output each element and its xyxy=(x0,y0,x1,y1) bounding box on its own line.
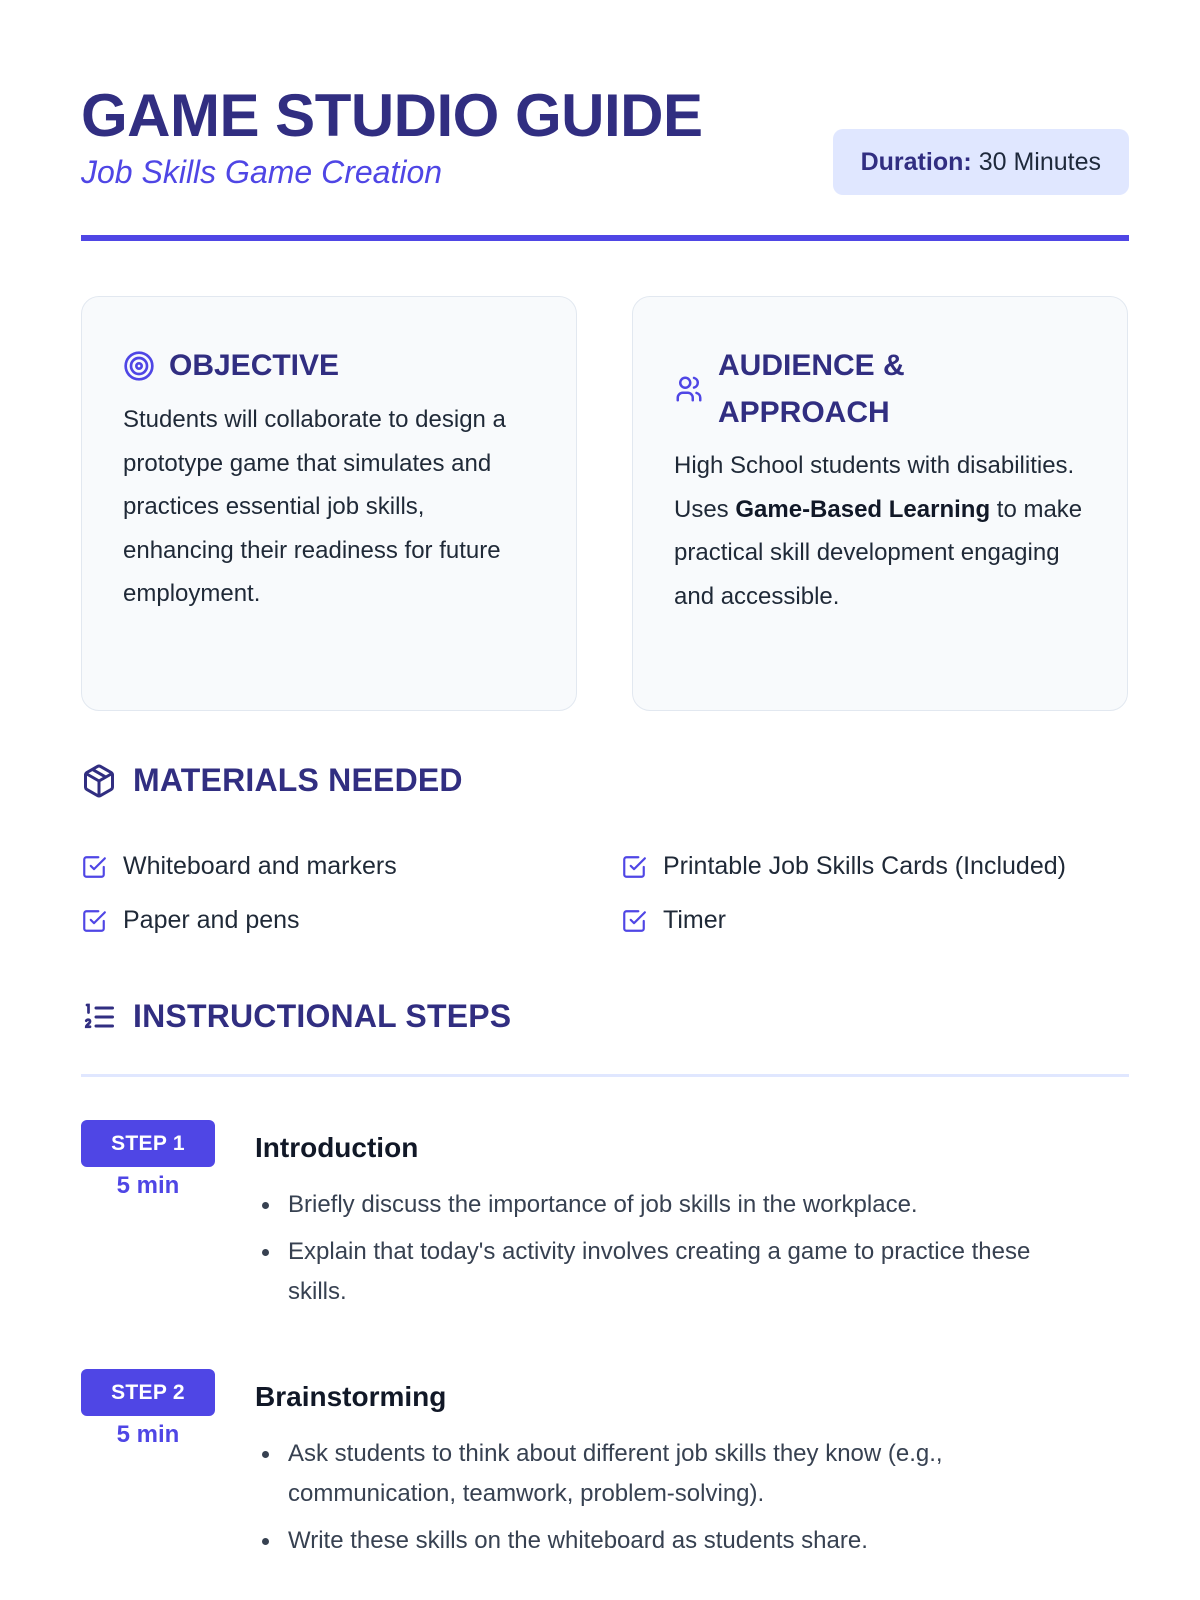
list-item: Briefly discuss the importance of job skills in the workplace. xyxy=(255,1185,1075,1225)
steps-title: INSTRUCTIONAL STEPS xyxy=(133,998,512,1034)
audience-title xyxy=(718,342,905,436)
material-label: Paper and pens xyxy=(123,906,300,934)
audience-card xyxy=(632,296,1128,711)
step-badge: STEP 2 xyxy=(81,1369,215,1416)
step-bullets xyxy=(255,1434,1075,1568)
checkbox-checked-icon xyxy=(81,908,107,934)
header-divider xyxy=(81,235,1129,241)
audience-text-after: to make practical skill development engaging and accessible. xyxy=(674,495,1083,610)
material-label: Printable Job Skills Cards (Included) xyxy=(663,852,1066,880)
objective-header xyxy=(123,342,339,389)
step-time: 5 min xyxy=(116,1172,180,1199)
materials-title: MATERIALS NEEDED xyxy=(133,762,463,798)
list-item: Explain that today's activity involves creating a game to practice these skills. xyxy=(255,1232,1075,1312)
objective-text: Students will collaborate to design a prototype game that simulates and practices essential job skills, enhancing their readiness for future employment. xyxy=(123,406,506,607)
list-item: Ask students to think about different job skills they know (e.g., communication, teamwork, problem-solving). xyxy=(255,1434,1075,1514)
duration-label: Duration: xyxy=(860,147,972,176)
material-label: Timer xyxy=(663,906,726,934)
material-label: Whiteboard and markers xyxy=(123,852,397,880)
users-icon xyxy=(674,374,704,404)
checkbox-checked-icon xyxy=(81,854,107,880)
checkbox-checked-icon xyxy=(621,854,647,880)
list-item xyxy=(621,852,1066,881)
audience-header xyxy=(674,342,905,436)
duration-value: 30 Minutes xyxy=(978,147,1101,176)
numbered-list-icon xyxy=(81,999,117,1035)
step-bullets xyxy=(255,1185,1075,1319)
steps-divider xyxy=(81,1074,1129,1077)
audience-text-before: High School students with disabilities. Uses xyxy=(674,452,1075,523)
audience-text xyxy=(674,444,1091,618)
package-icon xyxy=(81,763,117,799)
list-item xyxy=(81,852,397,881)
objective-title: OBJECTIVE xyxy=(169,349,340,382)
list-item xyxy=(621,906,726,935)
audience-title-line2: APPROACH xyxy=(718,396,890,429)
list-item: Write these skills on the whiteboard as students share. xyxy=(255,1521,1075,1561)
steps-header xyxy=(81,998,511,1035)
duration-badge xyxy=(833,129,1129,195)
page-header xyxy=(81,80,1129,240)
page-title: GAME STUDIO GUIDE xyxy=(81,82,703,149)
step-title: Brainstorming xyxy=(255,1381,447,1412)
objective-card xyxy=(81,296,577,711)
step-title: Introduction xyxy=(255,1132,419,1163)
audience-title-line1: AUDIENCE & xyxy=(718,349,905,382)
step-badge: STEP 1 xyxy=(81,1120,215,1167)
checkbox-checked-icon xyxy=(621,908,647,934)
page-subtitle: Job Skills Game Creation xyxy=(81,154,443,190)
audience-text-bold: Game-Based Learning xyxy=(735,495,991,523)
list-item xyxy=(81,906,300,935)
materials-header xyxy=(81,762,463,799)
step-time: 5 min xyxy=(116,1421,180,1448)
target-icon xyxy=(123,350,155,382)
